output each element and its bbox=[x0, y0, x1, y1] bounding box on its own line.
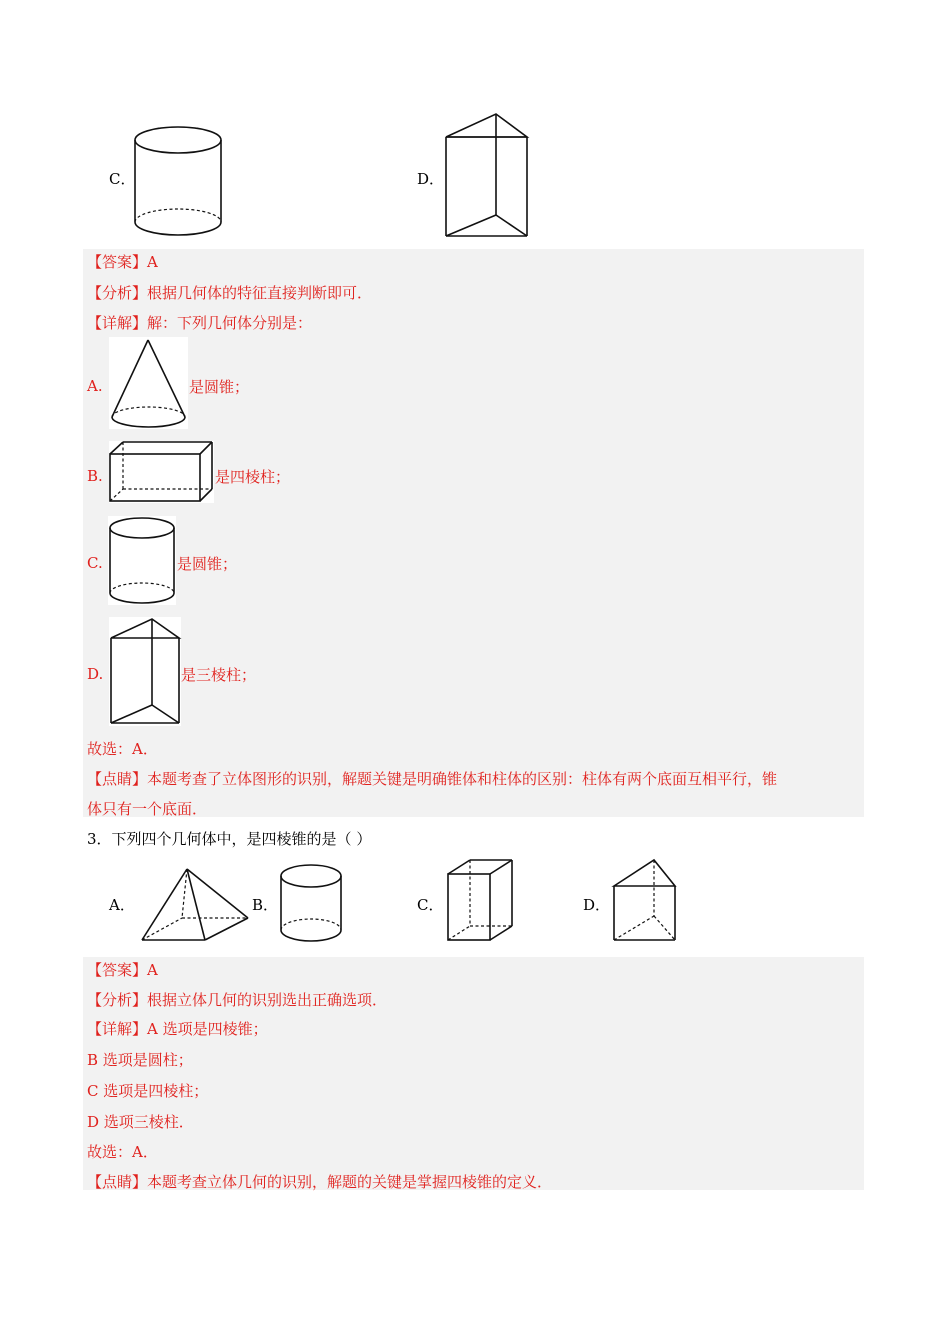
q3-answer: 【答案】A bbox=[87, 961, 158, 979]
q3-choose: 故选：A． bbox=[87, 1143, 158, 1161]
q3-question: 3．下列四个几何体中，是四棱锥的是（ ） bbox=[87, 830, 372, 848]
triangular-prism-figure bbox=[444, 112, 530, 240]
option-c-label: C． bbox=[109, 170, 136, 188]
quadrangular-prism-figure bbox=[446, 858, 516, 944]
q3-comment: 【点睛】本题考查立体几何的识别，解题的关键是掌握四棱锥的定义． bbox=[87, 1173, 553, 1191]
square-pyramid-figure bbox=[140, 866, 252, 944]
q2-item-c-label: C. bbox=[87, 554, 103, 572]
q3-option-c-label: C． bbox=[417, 896, 444, 914]
q2-item-b-text: 是四棱柱； bbox=[215, 468, 291, 486]
q2-item-d-text: 是三棱柱； bbox=[181, 666, 257, 684]
q2-item-a-label: A. bbox=[87, 377, 103, 395]
q3-line-c: C 选项是四棱柱； bbox=[87, 1082, 209, 1100]
q3-line-d: D 选项三棱柱． bbox=[87, 1113, 194, 1131]
q3-option-a-label: A． bbox=[109, 896, 135, 914]
q3-option-d-label: D． bbox=[583, 896, 611, 914]
q2-item-c-text: 是圆锥； bbox=[177, 555, 238, 573]
triangular-prism-figure-q3 bbox=[612, 858, 678, 944]
q2-choose: 故选：A． bbox=[87, 740, 158, 758]
q3-line-b: B 选项是圆柱； bbox=[87, 1051, 193, 1069]
q2-analysis: 【分析】根据几何体的特征直接判断即可． bbox=[87, 284, 373, 302]
q3-detail: 【详解】A 选项是四棱锥； bbox=[87, 1020, 268, 1038]
option-d-label: D． bbox=[417, 170, 445, 188]
cylinder-image bbox=[108, 516, 176, 605]
q3-option-b-label: B． bbox=[252, 896, 279, 914]
q2-answer: 【答案】A bbox=[87, 253, 158, 271]
q2-comment-line1: 【点睛】本题考查了立体图形的识别，解题关键是明确锥体和柱体的区别：柱体有两个底面互相平行，锥 bbox=[87, 770, 778, 788]
q2-item-d-label: D. bbox=[87, 665, 104, 683]
q2-item-b-label: B. bbox=[87, 467, 103, 485]
q2-item-a-text: 是圆锥； bbox=[189, 378, 250, 396]
cylinder-figure bbox=[134, 124, 224, 239]
triangular-prism-image bbox=[109, 617, 181, 726]
q2-solution-panel bbox=[83, 249, 864, 817]
q2-detail: 【详解】解：下列几何体分别是： bbox=[87, 314, 313, 332]
q2-comment-line2: 体只有一个底面． bbox=[87, 800, 208, 818]
cone-image bbox=[109, 337, 188, 429]
cylinder-figure-q3 bbox=[280, 864, 344, 944]
q3-analysis: 【分析】根据立体几何的识别选出正确选项． bbox=[87, 991, 388, 1009]
rectangular-prism-image bbox=[109, 441, 214, 503]
